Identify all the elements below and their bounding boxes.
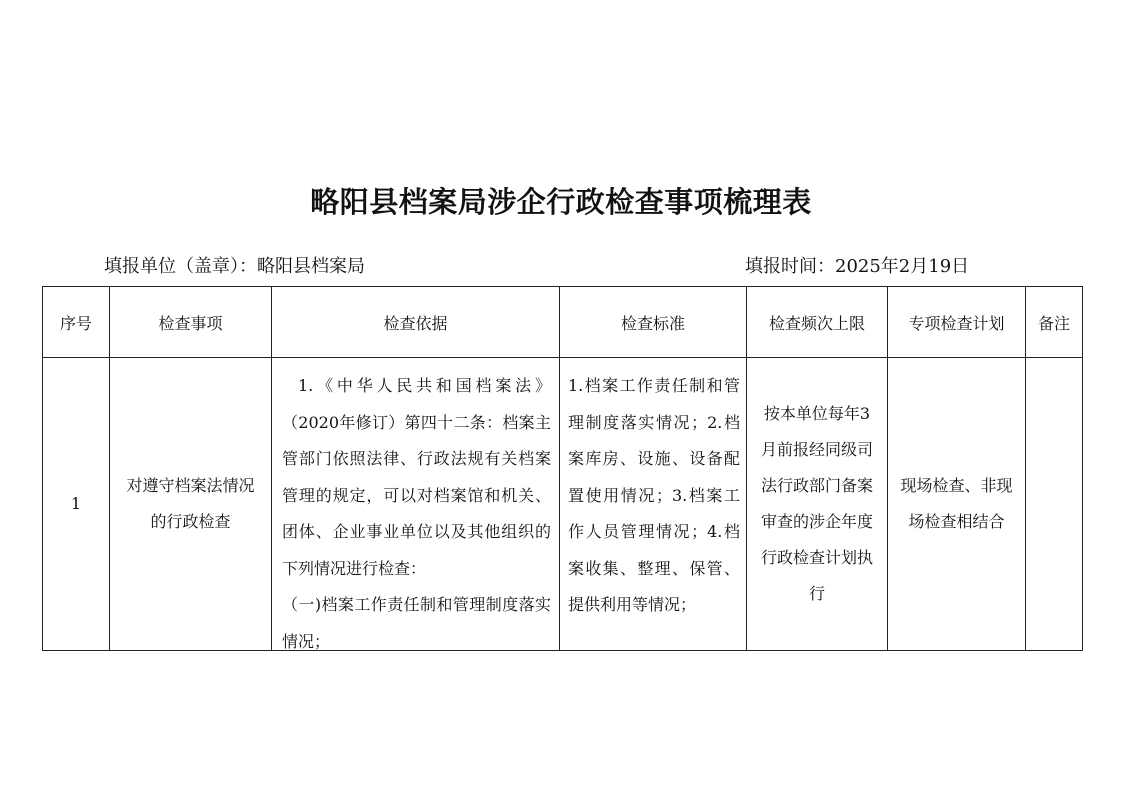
header-basis: 检查依据 — [272, 287, 560, 358]
header-seq: 序号 — [43, 287, 110, 358]
plan-value: 现场检查、非现场检查相结合 — [900, 476, 1013, 531]
cell-standard — [560, 358, 747, 651]
filing-date: 填报时间：2025年2月19日 — [745, 256, 970, 277]
frequency-value: 按本单位每年3月前报经同级司法行政部门备案审查的涉企年度行政检查计划执行 — [761, 404, 874, 603]
table-row — [43, 358, 1083, 651]
header-standard: 检查标准 — [560, 287, 747, 358]
header-plan: 专项检查计划 — [888, 287, 1026, 358]
cell-plan — [888, 358, 1026, 651]
header-frequency: 检查频次上限 — [747, 287, 888, 358]
header-remark: 备注 — [1026, 287, 1083, 358]
cell-frequency — [747, 358, 888, 651]
basis-paragraph-2: （一)档案工作责任制和管理制度落实情况； — [282, 595, 551, 650]
item-value: 对遵守档案法情况的行政检查 — [126, 476, 255, 531]
document-title: 略阳县档案局涉企行政检查事项梳理表 — [310, 185, 812, 219]
cell-item — [110, 358, 272, 651]
basis-paragraph-1: 1.《中华人民共和国档案法》（2020年修订）第四十二条：档案主管部门依照法律、行政法规有关档案管理的规定，可以对档案馆和机关、团体、企业事业单位以及其他组织的下列情况进行检查： — [282, 376, 551, 578]
filing-unit: 填报单位（盖章）：略阳县档案局 — [104, 256, 365, 277]
standard-value: 1.档案工作责任制和管理制度落实情况；2.档案库房、设施、设备配置使用情况；3.档案工作人员管理情况；4.档案收集、整理、保管、提供利用等情况； — [568, 376, 740, 614]
seq-value: 1 — [70, 494, 82, 513]
cell-basis — [272, 358, 560, 651]
table-header-row — [43, 287, 1083, 358]
header-item: 检查事项 — [110, 287, 272, 358]
cell-seq — [43, 358, 110, 651]
inspection-table — [42, 286, 1083, 651]
cell-remark — [1026, 358, 1083, 651]
